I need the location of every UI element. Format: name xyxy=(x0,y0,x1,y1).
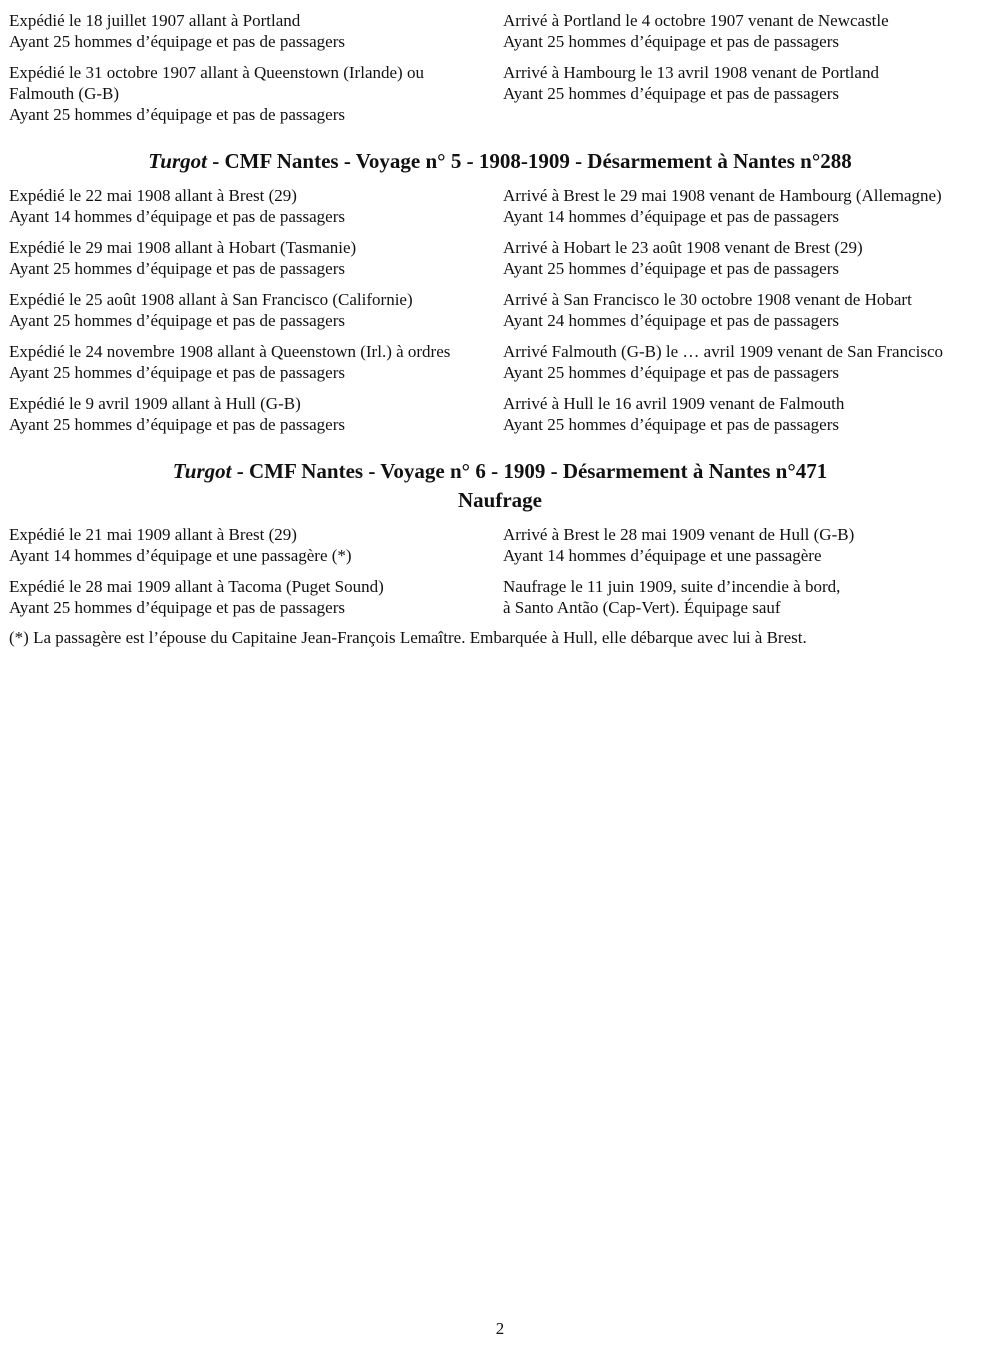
arrival-entry: Arrivé à San Francisco le 30 octobre 1908 venant de Hobart Ayant 24 hommes d’équipage et pas de passagers xyxy=(503,290,912,330)
intro-entries xyxy=(9,10,991,125)
departure-entry: Expédié le 28 mai 1909 allant à Tacoma (Puget Sound) Ayant 25 hommes d’équipage et pas de passagers xyxy=(9,577,384,617)
arrival-entry: Arrivé à Hull le 16 avril 1909 venant de Falmouth Ayant 25 hommes d’équipage et pas de passagers xyxy=(503,394,845,434)
entry-row xyxy=(9,341,991,383)
entry-row xyxy=(9,237,991,279)
footnote: (*) La passagère est l’épouse du Capitaine Jean-François Lemaître. Embarquée à Hull, elle débarque avec lui à Brest. xyxy=(9,628,807,647)
voyage-5-title xyxy=(9,147,991,176)
arrival-entry: Arrivé à Hobart le 23 août 1908 venant de Brest (29) Ayant 25 hommes d’équipage et pas de passagers xyxy=(503,238,863,278)
ship-name: Turgot xyxy=(172,459,232,483)
voyage-5-title-text: - CMF Nantes - Voyage n° 5 - 1908-1909 - Désarmement à Nantes n°288 xyxy=(206,149,852,173)
voyage-6-entries xyxy=(9,524,991,618)
entry-row xyxy=(9,185,991,227)
departure-entry: Expédié le 24 novembre 1908 allant à Queenstown (Irl.) à ordres Ayant 25 hommes d’équipage et pas de passagers xyxy=(9,342,451,382)
voyage-6-title-text: - CMF Nantes - Voyage n° 6 - 1909 - Désarmement à Nantes n°471 xyxy=(231,459,828,483)
departure-entry: Expédié le 25 août 1908 allant à San Francisco (Californie) Ayant 25 hommes d’équipage et pas de passagers xyxy=(9,290,413,330)
entry-row xyxy=(9,576,991,618)
entry-row xyxy=(9,393,991,435)
departure-entry: Expédié le 22 mai 1908 allant à Brest (29) Ayant 14 hommes d’équipage et pas de passagers xyxy=(9,186,345,226)
voyage-6-title xyxy=(9,457,991,486)
ship-name: Turgot xyxy=(148,149,207,173)
page-number: 2 xyxy=(495,1319,505,1338)
departure-entry: Expédié le 29 mai 1908 allant à Hobart (Tasmanie) Ayant 25 hommes d’équipage et pas de passagers xyxy=(9,238,357,278)
entry-row xyxy=(9,524,991,566)
entry-row xyxy=(9,10,991,52)
departure-entry: Expédié le 9 avril 1909 allant à Hull (G-B) Ayant 25 hommes d’équipage et pas de passagers xyxy=(9,394,345,434)
departure-entry: Expédié le 21 mai 1909 allant à Brest (29) Ayant 14 hommes d’équipage et une passagère (*) xyxy=(9,525,352,565)
document-page xyxy=(9,10,991,648)
shipwreck-entry: Naufrage le 11 juin 1909, suite d’incendie à bord, à Santo Antão (Cap-Vert). Équipage sauf xyxy=(503,577,841,617)
arrival-entry: Arrivé à Brest le 29 mai 1908 venant de Hambourg (Allemagne) Ayant 14 hommes d’équipage et pas de passagers xyxy=(503,186,942,226)
entry-row xyxy=(9,62,991,125)
voyage-6-heading xyxy=(9,457,991,515)
departure-entry: Expédié le 18 juillet 1907 allant à Portland Ayant 25 hommes d’équipage et pas de passagers xyxy=(9,11,345,51)
entry-row xyxy=(9,289,991,331)
departure-entry: Expédié le 31 octobre 1907 allant à Queenstown (Irlande) ou Falmouth (G-B) Ayant 25 hommes d’équipage et pas de passagers xyxy=(9,63,424,124)
arrival-entry: Arrivé à Brest le 28 mai 1909 venant de Hull (G-B) Ayant 14 hommes d’équipage et une passagère xyxy=(503,525,855,565)
arrival-entry: Arrivé à Hambourg le 13 avril 1908 venant de Portland Ayant 25 hommes d’équipage et pas de passagers xyxy=(503,63,879,103)
arrival-entry: Arrivé Falmouth (G-B) le … avril 1909 venant de San Francisco Ayant 25 hommes d’équipage et pas de passagers xyxy=(503,342,944,382)
voyage-5-entries xyxy=(9,185,991,435)
arrival-entry: Arrivé à Portland le 4 octobre 1907 venant de Newcastle Ayant 25 hommes d’équipage et pas de passagers xyxy=(503,11,889,51)
voyage-6-subtitle: Naufrage xyxy=(458,488,542,512)
voyage-5-heading xyxy=(9,147,991,176)
